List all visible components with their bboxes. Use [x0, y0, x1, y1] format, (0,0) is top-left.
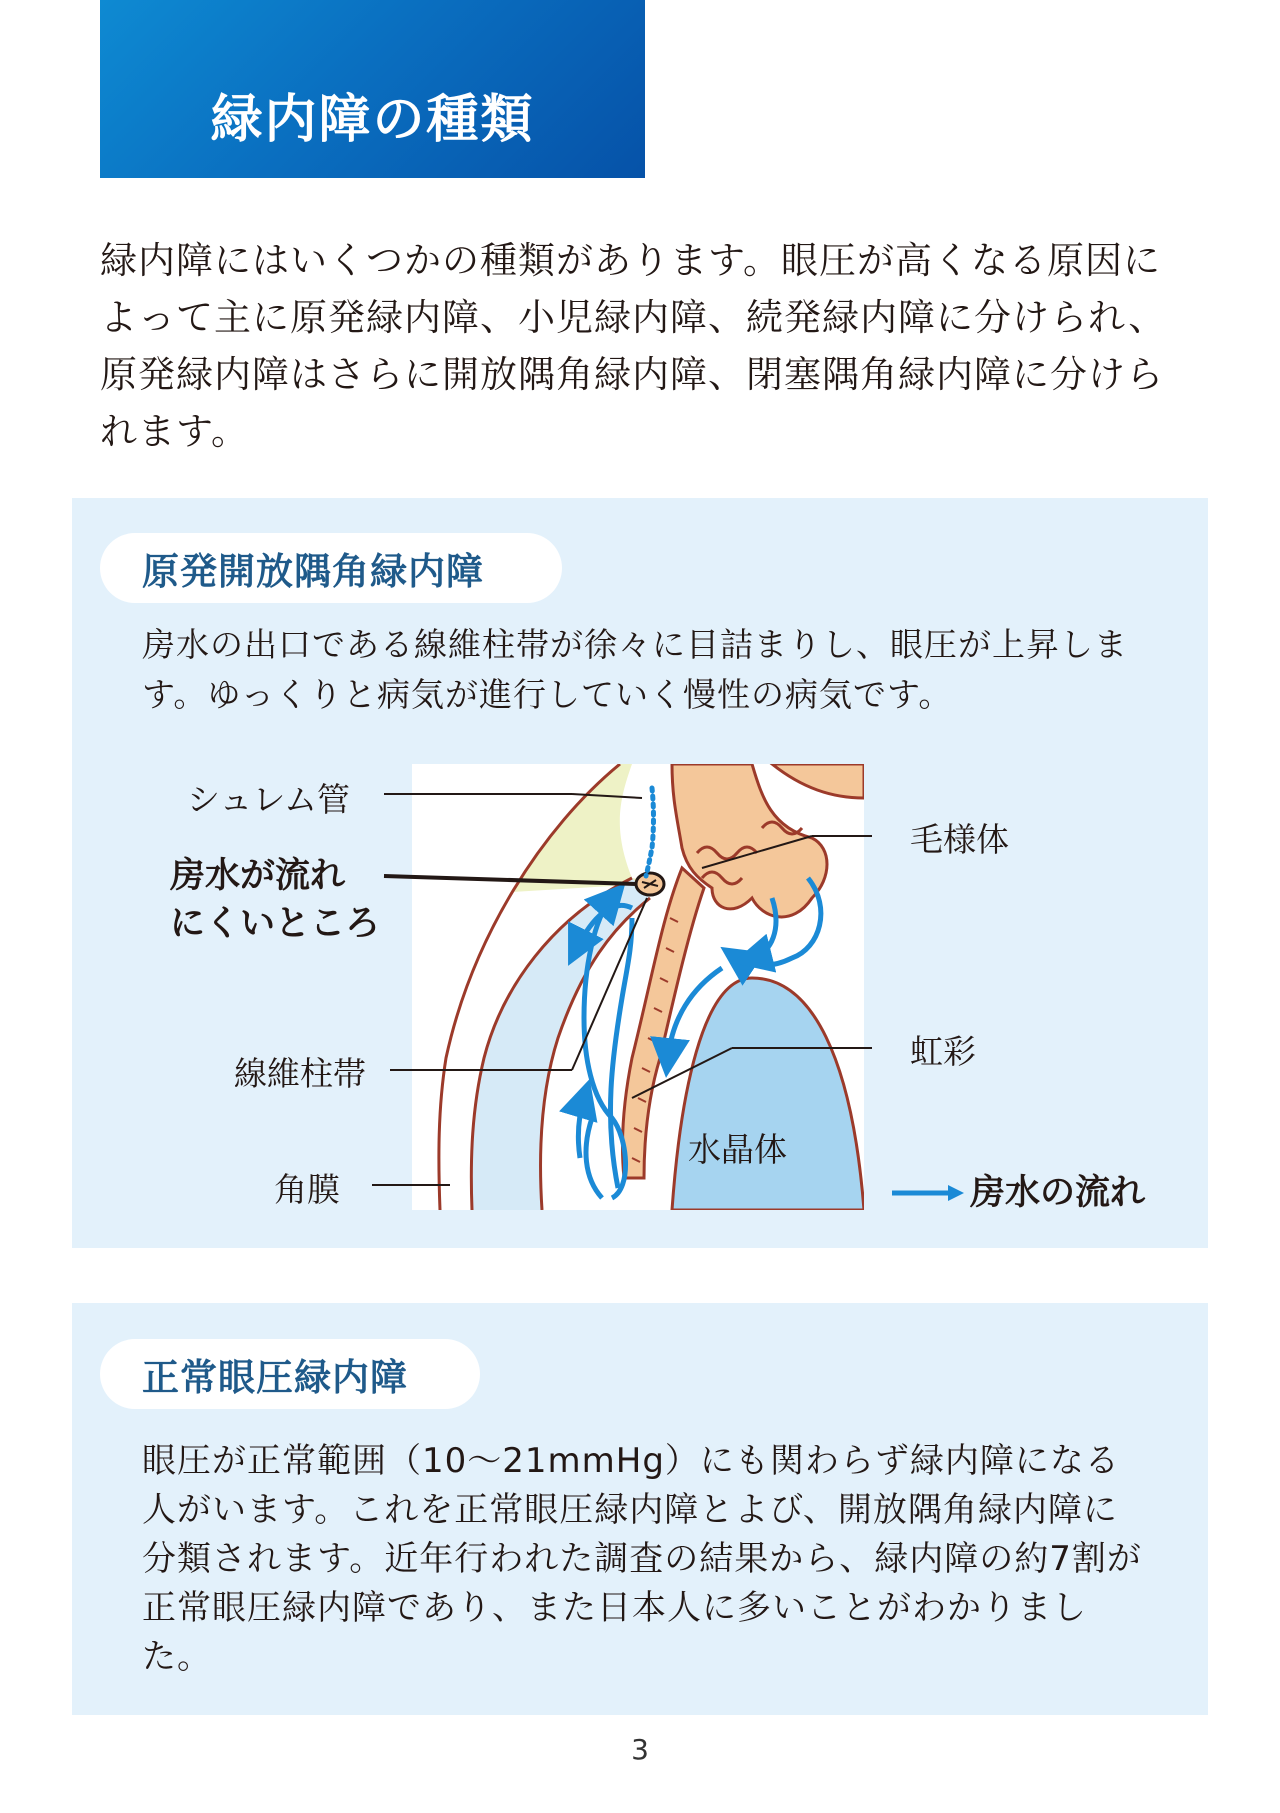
normal-tension-glaucoma-panel — [72, 1303, 1208, 1715]
primary-open-angle-glaucoma-panel — [72, 498, 1208, 1248]
page-title: 緑内障の種類 — [210, 90, 535, 150]
section-heading: 原発開放隅角緑内障 — [100, 533, 562, 603]
label-ciliary-body: 毛様体 — [910, 820, 1009, 859]
title-banner — [100, 0, 645, 178]
label-blocked-line1: 房水が流れ — [170, 856, 346, 896]
section-body: 眼圧が正常範囲（10〜21mmHg）にも関わらず緑内障になる人がいます。これを正常眼圧緑内障とよび、開放隅角緑内障に分類されます。近年行われた調査の結果から、緑内障の約7割が正常眼圧緑内障であり、また日本人に多いことがわかりました。 — [142, 1441, 1142, 1677]
section-heading: 正常眼圧緑内障 — [100, 1339, 480, 1409]
legend-label: 房水の流れ — [970, 1173, 1146, 1213]
intro-paragraph: 緑内障にはいくつかの種類があります。眼圧が高くなる原因によって主に原発緑内障、小児緑内障、続発緑内障に分けられ、原発緑内障はさらに開放隅角緑内障、閉塞隅角緑内障に分けられます。 — [100, 239, 1167, 453]
label-blocked-line2: にくいところ — [170, 904, 381, 944]
section-body: 房水の出口である線維柱帯が徐々に目詰まりし、眼圧が上昇します。ゆっくりと病気が進行していく慢性の病気です。 — [142, 625, 1128, 714]
label-schlemm-canal: シュレム管 — [187, 780, 351, 819]
label-iris: 虹彩 — [910, 1032, 976, 1071]
label-cornea: 角膜 — [274, 1170, 340, 1209]
label-lens: 水晶体 — [688, 1130, 787, 1169]
page-number: 3 — [631, 1733, 649, 1766]
label-trabecular: 線維柱帯 — [234, 1054, 366, 1093]
eye-angle-diagram — [72, 498, 1208, 1248]
